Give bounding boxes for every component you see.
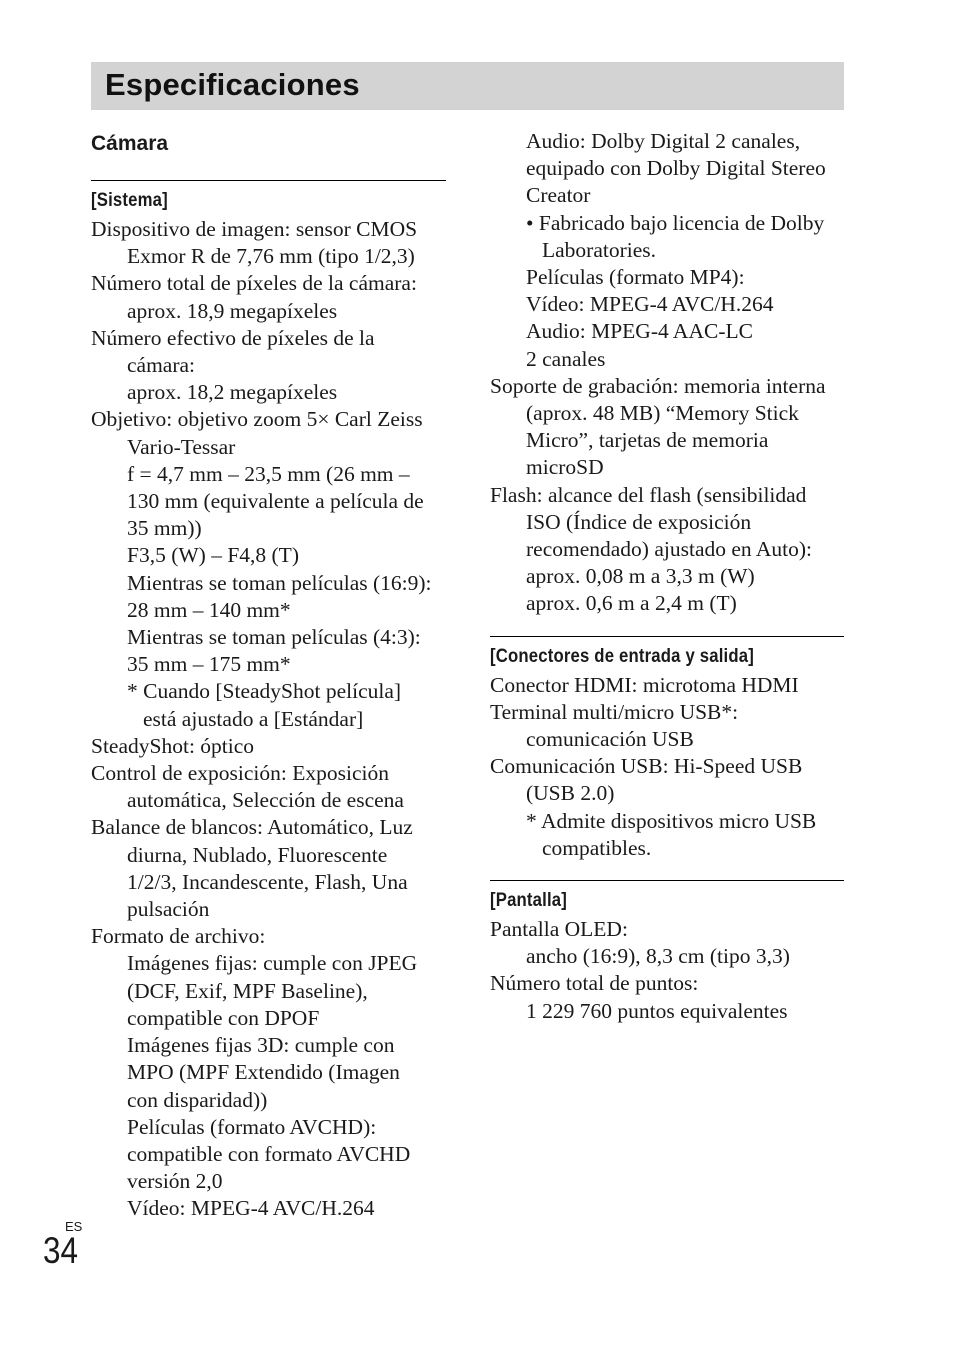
spec-line: Películas (formato MP4): [526, 265, 745, 290]
spec-line: diurna, Nublado, Fluorescente [127, 842, 388, 867]
right-column [490, 128, 844, 1025]
spec-line: • Fabricado bajo licencia de Dolby [526, 210, 825, 235]
spec-line: Comunicación USB: Hi-Speed USB [490, 754, 803, 779]
spec-line: Creator [526, 183, 591, 208]
spec-line: está ajustado a [Estándar] [143, 706, 364, 731]
spec-line: aprox. 18,9 megapíxeles [127, 298, 338, 323]
sistema-spec-list [91, 216, 446, 1223]
spec-line: con disparidad)) [127, 1087, 268, 1112]
section-heading-conectores: [Conectores de entrada y salida] [490, 645, 754, 667]
spec-line: Control de exposición: Exposición [91, 761, 389, 786]
title-bar [91, 62, 844, 110]
spec-line: 1 229 760 puntos equivalentes [526, 998, 788, 1023]
spec-line: (aprox. 48 MB) “Memory Stick [526, 401, 799, 426]
spec-line: Audio: MPEG-4 AAC-LC [526, 319, 753, 344]
spec-line: Laboratories. [542, 237, 657, 262]
spec-line: F3,5 (W) – F4,8 (T) [127, 543, 299, 568]
spec-line: Mientras se toman películas (16:9): [127, 570, 432, 595]
spec-line: 2 canales [526, 346, 606, 371]
spec-line: Vario-Tessar [127, 434, 236, 459]
spec-line: 130 mm (equivalente a película de [127, 489, 424, 514]
spec-line: 35 mm)) [127, 516, 202, 541]
spec-line: 28 mm – 140 mm* [127, 597, 291, 622]
conectores-spec-list [490, 672, 844, 862]
language-code: ES [65, 1219, 83, 1234]
spec-line: ISO (Índice de exposición [526, 509, 752, 534]
spec-line: Balance de blancos: Automático, Luz [91, 815, 413, 840]
spec-line: Audio: Dolby Digital 2 canales, [526, 129, 801, 153]
spec-line: Imágenes fijas 3D: cumple con [127, 1033, 395, 1058]
spec-line: f = 4,7 mm – 23,5 mm (26 mm – [127, 461, 410, 486]
spec-line: aprox. 18,2 megapíxeles [127, 380, 338, 405]
section-heading-pantalla: [Pantalla] [490, 890, 568, 912]
spec-line: cámara: [127, 353, 196, 378]
spec-line: Terminal multi/micro USB*: [490, 699, 739, 724]
section-heading-sistema: [Sistema] [91, 190, 168, 211]
spec-line: MPO (MPF Extendido (Imagen [127, 1060, 400, 1085]
spec-line: Número efectivo de píxeles de la [91, 325, 375, 350]
spec-line: Mientras se toman películas (4:3): [127, 625, 421, 650]
spec-line: automática, Selección de escena [127, 788, 404, 813]
spec-line: (DCF, Exif, MPF Baseline), [127, 978, 368, 1003]
spec-line: Micro”, tarjetas de memoria [526, 428, 769, 453]
spec-line: SteadyShot: óptico [91, 733, 255, 758]
spec-line: Flash: alcance del flash (sensibilidad [490, 482, 807, 507]
spec-line: Películas (formato AVCHD): [127, 1114, 377, 1139]
spec-line: compatible con DPOF [127, 1005, 320, 1030]
camera-heading: Cámara [91, 132, 169, 155]
sistema-spec-list-continued [490, 128, 844, 618]
spec-line: Número total de píxeles de la cámara: [91, 271, 417, 296]
spec-line: Dispositivo de imagen: sensor CMOS [91, 217, 418, 241]
pantalla-spec-list [490, 916, 844, 1025]
spec-line: Objetivo: objetivo zoom 5× Carl Zeiss [91, 407, 423, 432]
left-column [91, 128, 446, 1223]
spec-line: 35 mm – 175 mm* [127, 652, 291, 677]
spec-line: Vídeo: MPEG-4 AVC/H.264 [526, 292, 774, 317]
spec-line: aprox. 0,08 m a 3,3 m (W) [526, 564, 755, 589]
spec-line: (USB 2.0) [526, 781, 615, 806]
spec-line: recomendado) ajustado en Auto): [526, 537, 812, 562]
page-number: 34 [43, 1230, 78, 1271]
spec-line: comunicación USB [526, 727, 694, 752]
spec-line: * Admite dispositivos micro USB [526, 808, 817, 833]
spec-line: compatibles. [542, 835, 652, 860]
spec-line: Pantalla OLED: [490, 917, 628, 942]
spec-line: 1/2/3, Incandescente, Flash, Una [127, 869, 408, 894]
spec-line: Imágenes fijas: cumple con JPEG [127, 951, 418, 976]
spec-line: versión 2,0 [127, 1169, 223, 1194]
spec-line: compatible con formato AVCHD [127, 1141, 411, 1166]
spec-line: Conector HDMI: microtoma HDMI [490, 672, 799, 697]
spec-line: ancho (16:9), 8,3 cm (tipo 3,3) [526, 944, 790, 969]
spec-line: Exmor R de 7,76 mm (tipo 1/2,3) [127, 244, 415, 269]
spec-line: * Cuando [SteadyShot película] [127, 679, 402, 704]
spec-line: microSD [526, 455, 604, 480]
spec-line: aprox. 0,6 m a 2,4 m (T) [526, 591, 737, 616]
spec-line: pulsación [127, 897, 210, 922]
spec-line: Soporte de grabación: memoria interna [490, 373, 826, 398]
page-title: Especificaciones [105, 67, 360, 102]
spec-line: Vídeo: MPEG-4 AVC/H.264 [127, 1196, 375, 1221]
spec-line: Formato de archivo: [91, 924, 266, 949]
spec-line: Número total de puntos: [490, 971, 699, 996]
spec-line: equipado con Dolby Digital Stereo [526, 156, 826, 181]
